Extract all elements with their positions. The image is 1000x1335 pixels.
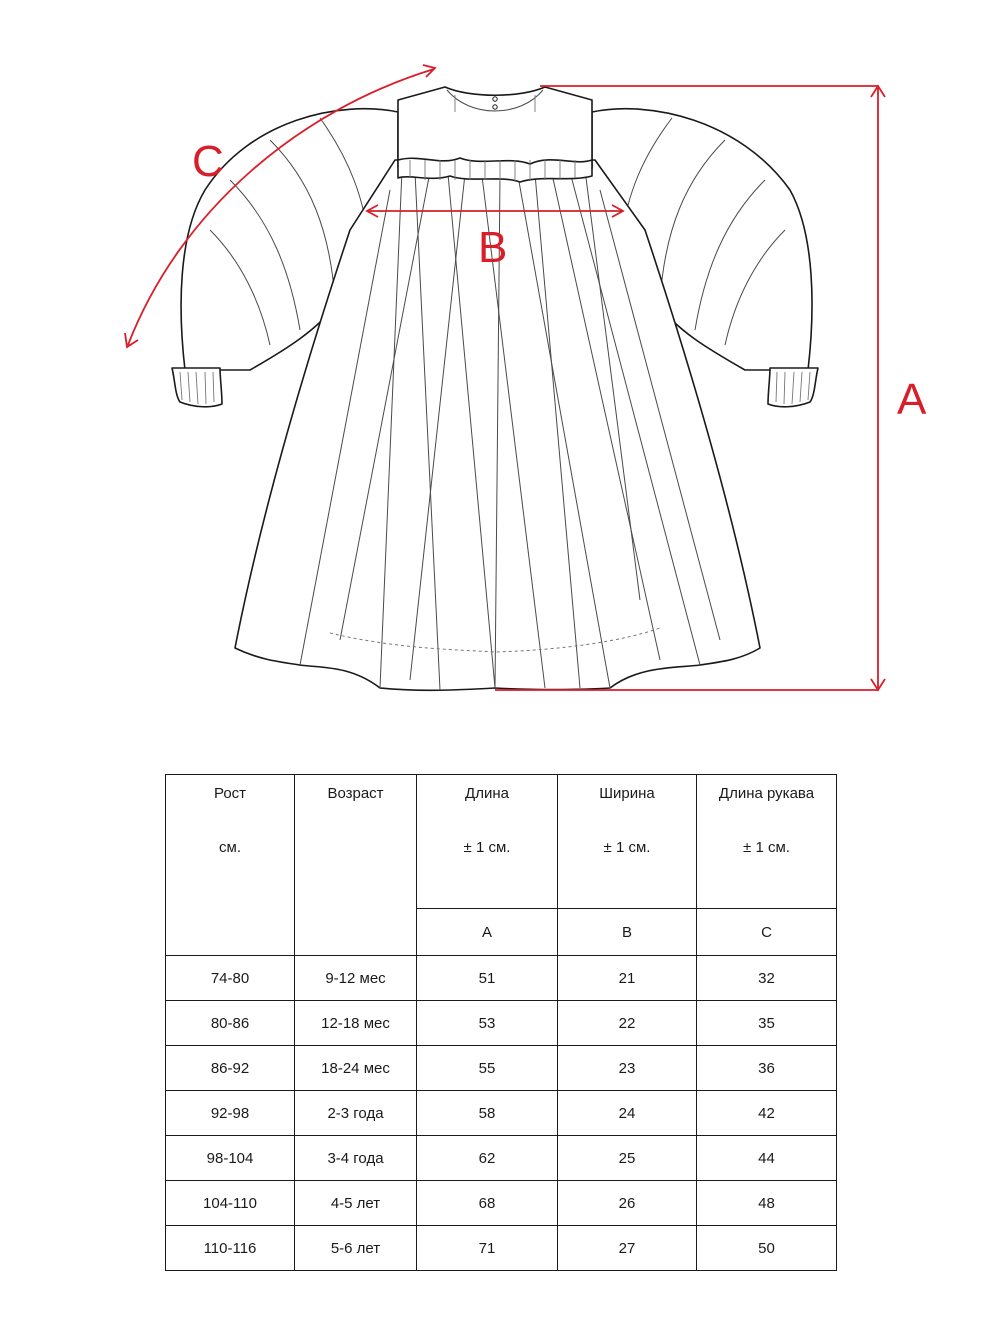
cell-sleeve: 32 xyxy=(697,956,837,1001)
letter-a: A xyxy=(417,909,558,956)
cell-sleeve: 35 xyxy=(697,1001,837,1046)
cell-age: 18-24 мес xyxy=(295,1046,417,1091)
dress-yoke xyxy=(398,87,592,182)
header-width: Ширина ± 1 см. xyxy=(558,775,697,909)
header-length: Длина ± 1 см. xyxy=(417,775,558,909)
cell-height: 86-92 xyxy=(166,1046,295,1091)
label-b: B xyxy=(478,223,508,272)
cell-age: 9-12 мес xyxy=(295,956,417,1001)
header-age: Возраст xyxy=(295,775,417,956)
cell-width: 24 xyxy=(558,1091,697,1136)
cell-width: 27 xyxy=(558,1226,697,1271)
cell-width: 25 xyxy=(558,1136,697,1181)
cell-width: 23 xyxy=(558,1046,697,1091)
cell-height: 80-86 xyxy=(166,1001,295,1046)
label-a: A xyxy=(897,375,927,424)
cell-length: 71 xyxy=(417,1226,558,1271)
cell-height: 98-104 xyxy=(166,1136,295,1181)
cell-age: 2-3 года xyxy=(295,1091,417,1136)
table-row xyxy=(166,1136,837,1181)
cell-age: 4-5 лет xyxy=(295,1181,417,1226)
cell-width: 26 xyxy=(558,1181,697,1226)
cell-sleeve: 42 xyxy=(697,1091,837,1136)
cell-width: 21 xyxy=(558,956,697,1001)
table-row xyxy=(166,1181,837,1226)
header-sleeve-length: Длина рукава ± 1 см. xyxy=(697,775,837,909)
cell-age: 3-4 года xyxy=(295,1136,417,1181)
cell-height: 104-110 xyxy=(166,1181,295,1226)
cell-sleeve: 48 xyxy=(697,1181,837,1226)
table-row xyxy=(166,956,837,1001)
letter-c: C xyxy=(697,909,837,956)
cell-length: 55 xyxy=(417,1046,558,1091)
cell-width: 22 xyxy=(558,1001,697,1046)
cell-sleeve: 36 xyxy=(697,1046,837,1091)
cell-height: 110-116 xyxy=(166,1226,295,1271)
cell-length: 51 xyxy=(417,956,558,1001)
cell-length: 62 xyxy=(417,1136,558,1181)
header-height: Рост см. xyxy=(166,775,295,956)
size-chart-table xyxy=(165,774,837,1271)
letter-b: B xyxy=(558,909,697,956)
label-c: C xyxy=(192,137,224,186)
cell-length: 53 xyxy=(417,1001,558,1046)
table-header-row xyxy=(166,775,837,909)
table-row xyxy=(166,1226,837,1271)
cell-sleeve: 44 xyxy=(697,1136,837,1181)
cell-age: 5-6 лет xyxy=(295,1226,417,1271)
table-row xyxy=(166,1046,837,1091)
table-row xyxy=(166,1091,837,1136)
table-row xyxy=(166,1001,837,1046)
cell-height: 92-98 xyxy=(166,1091,295,1136)
cell-height: 74-80 xyxy=(166,956,295,1001)
cell-age: 12-18 мес xyxy=(295,1001,417,1046)
cell-length: 58 xyxy=(417,1091,558,1136)
cell-length: 68 xyxy=(417,1181,558,1226)
cell-sleeve: 50 xyxy=(697,1226,837,1271)
